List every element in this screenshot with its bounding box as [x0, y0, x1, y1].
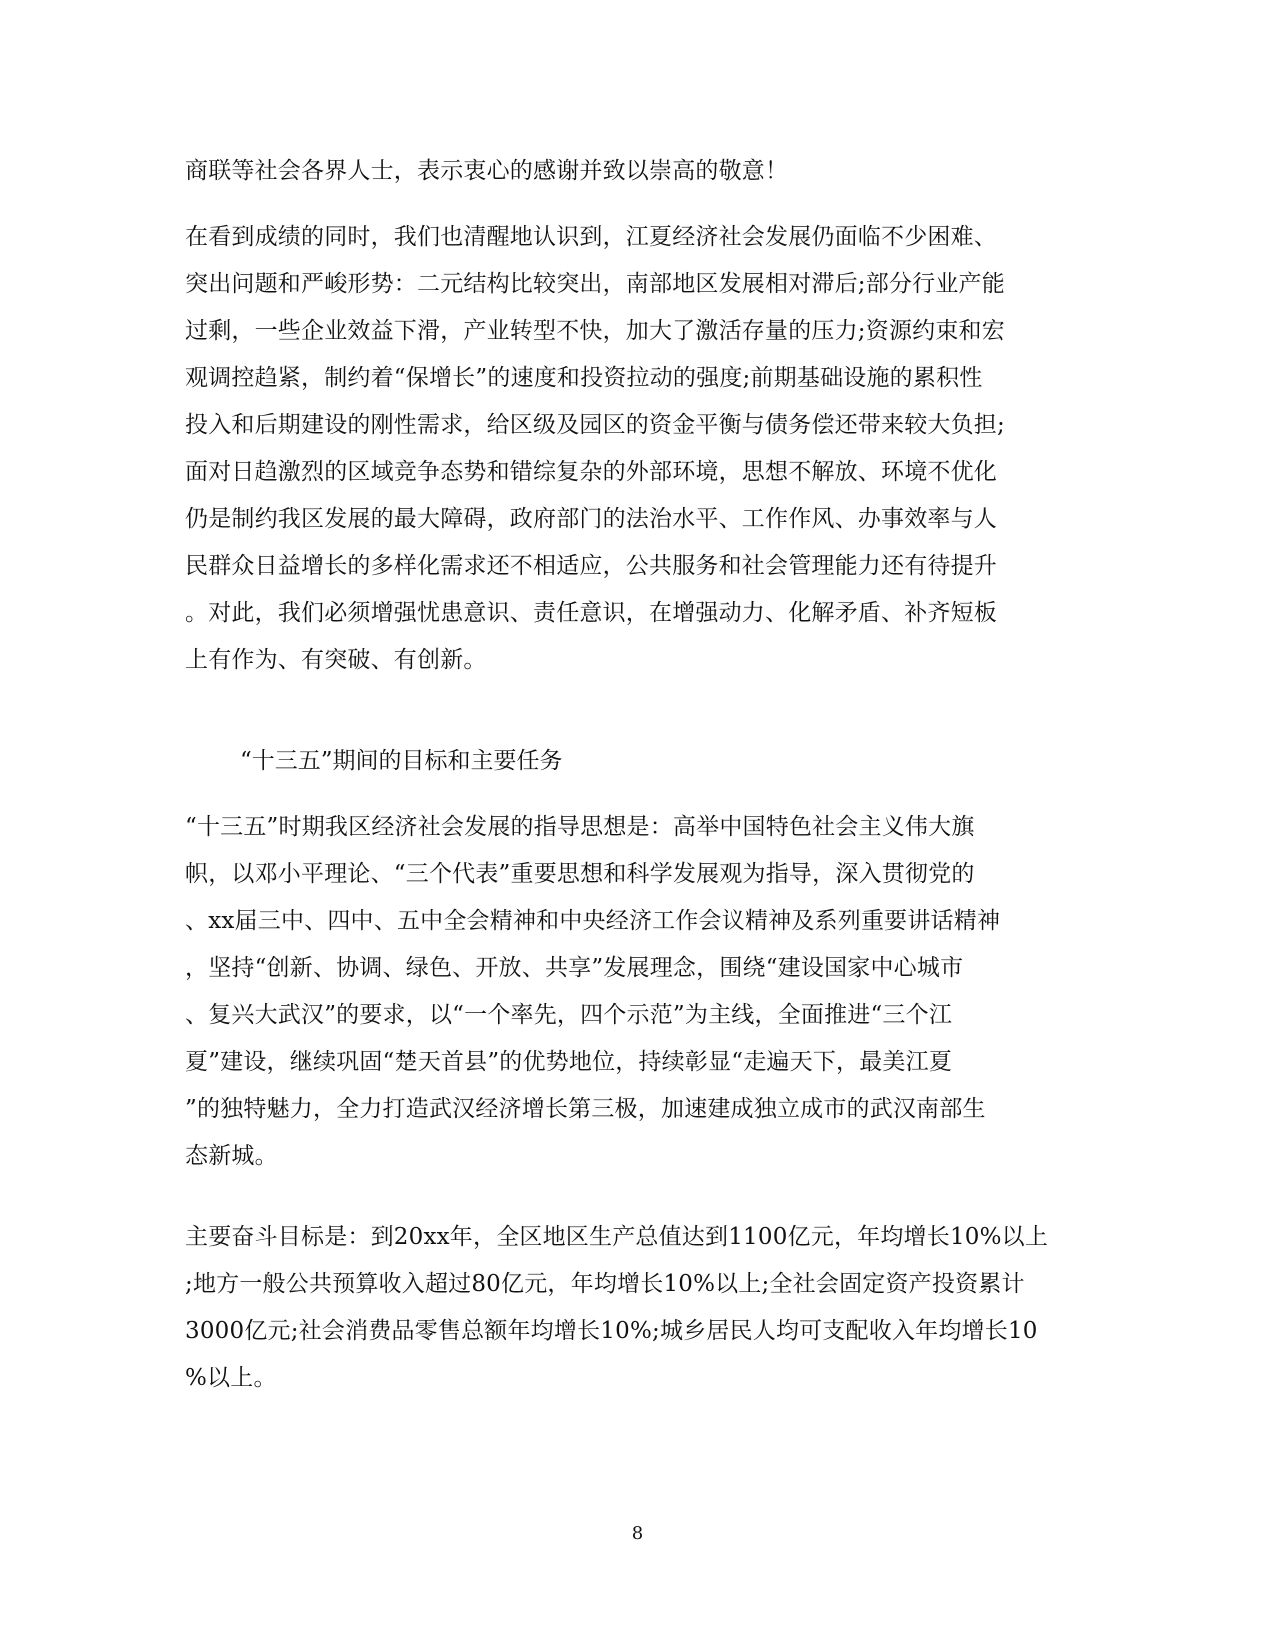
paragraph-main-goals: [185, 1214, 1065, 1402]
text-line: 民群众日益增长的多样化需求还不相适应，公共服务和社会管理能力还有待提升: [185, 553, 997, 579]
text-line: 投入和后期建设的刚性需求，给区级及园区的资金平衡与债务偿还带来较大负担;: [185, 412, 1005, 438]
text-line: 过剩，一些企业效益下滑，产业转型不快，加大了激活存量的压力;资源约束和宏: [185, 318, 1005, 344]
text-line: 3000亿元;社会消费品零售总额年均增长10%;城乡居民人均可支配收入年均增长10: [185, 1318, 1038, 1344]
text-line: 主要奋斗目标是：到20xx年，全区地区生产总值达到1100亿元，年均增长10%以上: [185, 1224, 1049, 1250]
paragraph-challenges: [185, 214, 1065, 684]
text-line: ，坚持“创新、协调、绿色、开放、共享”发展理念，围绕“建设国家中心城市: [185, 955, 964, 981]
text-line: 商联等社会各界人士，表示衷心的感谢并致以崇高的敬意！: [185, 158, 789, 184]
page-number: 8: [631, 1523, 644, 1544]
text-line: ;地方一般公共预算收入超过80亿元，年均增长10%以上;全社会固定资产投资累计: [185, 1271, 1025, 1297]
paragraph-guiding-thought: [185, 804, 1065, 1180]
text-line: 。对此，我们必须增强忧患意识、责任意识，在增强动力、化解矛盾、补齐短板: [185, 600, 997, 626]
text-line: 帜，以邓小平理论、“三个代表”重要思想和科学发展观为指导，深入贯彻党的: [185, 861, 975, 887]
text-line: 、复兴大武汉”的要求，以“一个率先，四个示范”为主线，全面推进“三个江: [185, 1002, 953, 1028]
text-line: 夏”建设，继续巩固“楚天首县”的优势地位，持续彰显“走遍天下，最美江夏: [185, 1049, 953, 1075]
text-line: 观调控趋紧，制约着“保增长”的速度和投资拉动的强度;前期基础设施的累积性: [185, 365, 983, 391]
text-line: 仍是制约我区发展的最大障碍，政府部门的法治水平、工作作风、办事效率与人: [185, 506, 997, 532]
text-line: 上有作为、有突破、有创新。: [185, 647, 487, 673]
text-line: 态新城。: [185, 1143, 278, 1169]
text-line: ”的独特魅力，全力打造武汉经济增长第三极，加速建成独立成市的武汉南部生: [185, 1096, 986, 1122]
text-line: 、xx届三中、四中、五中全会精神和中央经济工作会议精神及系列重要讲话精神: [185, 908, 1001, 934]
paragraph-closing-thanks: [185, 148, 1065, 195]
text-line: 在看到成绩的同时，我们也清醒地认识到，江夏经济社会发展仍面临不少困难、: [185, 224, 997, 250]
text-line: 面对日趋激烈的区域竞争态势和错综复杂的外部环境，思想不解放、环境不优化: [185, 459, 997, 485]
text-line: 突出问题和严峻形势：二元结构比较突出，南部地区发展相对滞后;部分行业产能: [185, 271, 1005, 297]
text-line: %以上。: [185, 1365, 277, 1391]
section-heading: “十三五”期间的目标和主要任务: [240, 748, 563, 774]
text-line: “十三五”时期我区经济社会发展的指导思想是：高举中国特色社会主义伟大旗: [185, 814, 975, 840]
